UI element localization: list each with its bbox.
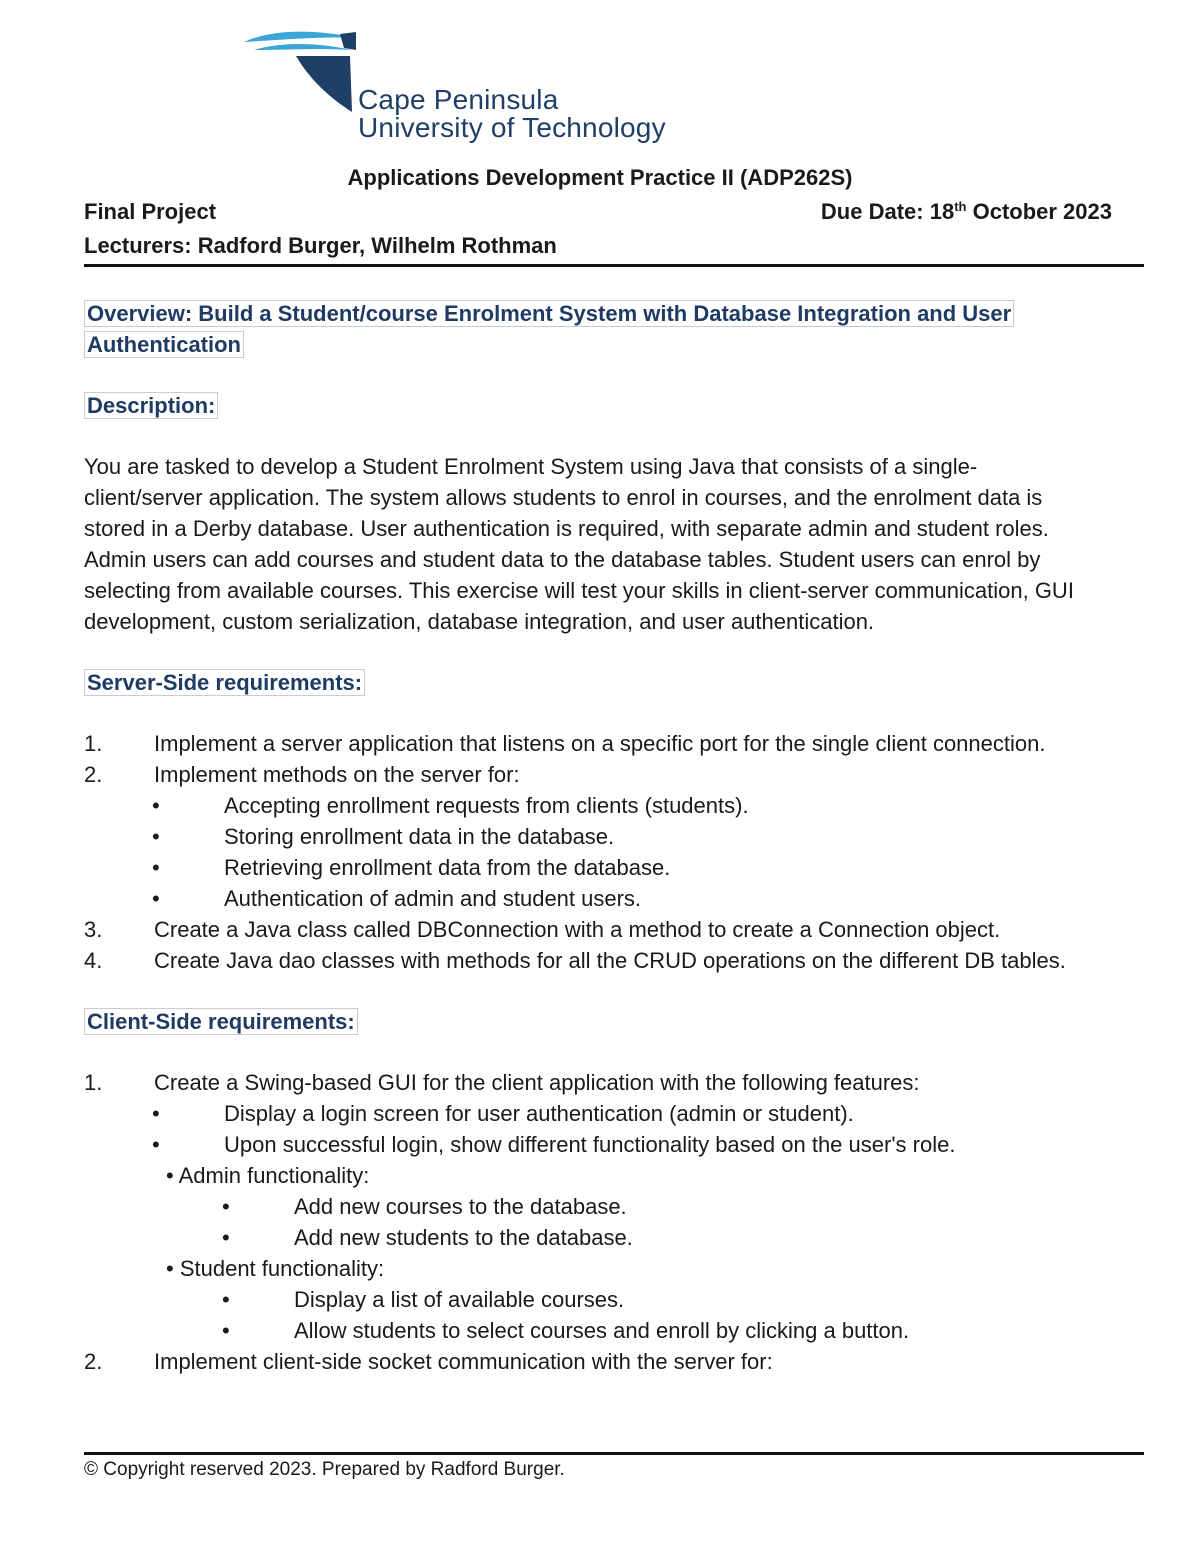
- list-item: 2. Implement methods on the server for:: [84, 762, 520, 787]
- client-heading: Client-Side requirements:: [84, 1006, 1140, 1037]
- description-paragraph: You are tasked to develop a Student Enrolment System using Java that consists of a single- client/server application. The system allows students to enrol in courses, and the enrolment data is stored in a Derby database. User authentication is required, with separate admin and student roles. Admin users can add courses and student data to the database tables. Student users can enrol by selecting from available courses. This exercise will test your skills in client-server communication, GUI development, custom serialization, database integration, and user authentication.: [84, 454, 1074, 634]
- document-body: [84, 298, 1140, 1377]
- list-item: 3. Create a Java class called DBConnection with a method to create a Connection object.: [84, 917, 1001, 942]
- bullet-item: • Display a list of available courses.: [222, 1287, 625, 1312]
- student-functionality-label: • Student functionality:: [166, 1256, 385, 1281]
- bullet-item: • Storing enrollment data in the database.: [152, 824, 615, 849]
- footer-divider: [84, 1452, 1144, 1455]
- admin-functionality-label: • Admin functionality:: [166, 1163, 370, 1188]
- bullet-item: • Add new students to the database.: [222, 1225, 633, 1250]
- bullet-item: • Display a login screen for user authentication (admin or student).: [152, 1101, 854, 1126]
- logo-text-line1: Cape Peninsula: [358, 84, 559, 115]
- list-item: 2. Implement client-side socket communication with the server for:: [84, 1349, 773, 1374]
- overview-heading: Overview: Build a Student/course Enrolment System with Database Integration and User Authentication: [84, 298, 1140, 360]
- header-divider: [84, 264, 1144, 267]
- bullet-item: • Add new courses to the database.: [222, 1194, 627, 1219]
- course-title: Applications Development Practice II (ADP262S): [347, 165, 853, 190]
- university-logo: [240, 28, 720, 158]
- list-item: 1. Create a Swing-based GUI for the client application with the following features:: [84, 1070, 920, 1095]
- lecturers: Lecturers: Radford Burger, Wilhelm Rothman: [84, 233, 557, 258]
- logo-text-line2: University of Technology: [358, 112, 666, 143]
- bullet-item: • Retrieving enrollment data from the database.: [152, 855, 671, 880]
- list-item: 1. Implement a server application that listens on a specific port for the single client connection.: [84, 731, 1046, 756]
- bullet-item: • Allow students to select courses and enroll by clicking a button.: [222, 1318, 910, 1343]
- project-label: Final Project: [84, 199, 217, 224]
- bullet-item: • Upon successful login, show different functionality based on the user's role.: [152, 1132, 956, 1157]
- description-heading: Description:: [84, 390, 1140, 421]
- list-item: 4. Create Java dao classes with methods for all the CRUD operations on the different DB tables.: [84, 948, 1066, 973]
- bullet-item: • Authentication of admin and student users.: [152, 886, 642, 911]
- bullet-item: • Accepting enrollment requests from clients (students).: [152, 793, 749, 818]
- copyright-footer: © Copyright reserved 2023. Prepared by Radford Burger.: [84, 1459, 565, 1480]
- due-date: Due Date: 18th October 2023: [820, 199, 1112, 224]
- server-heading: Server-Side requirements:: [84, 667, 1140, 698]
